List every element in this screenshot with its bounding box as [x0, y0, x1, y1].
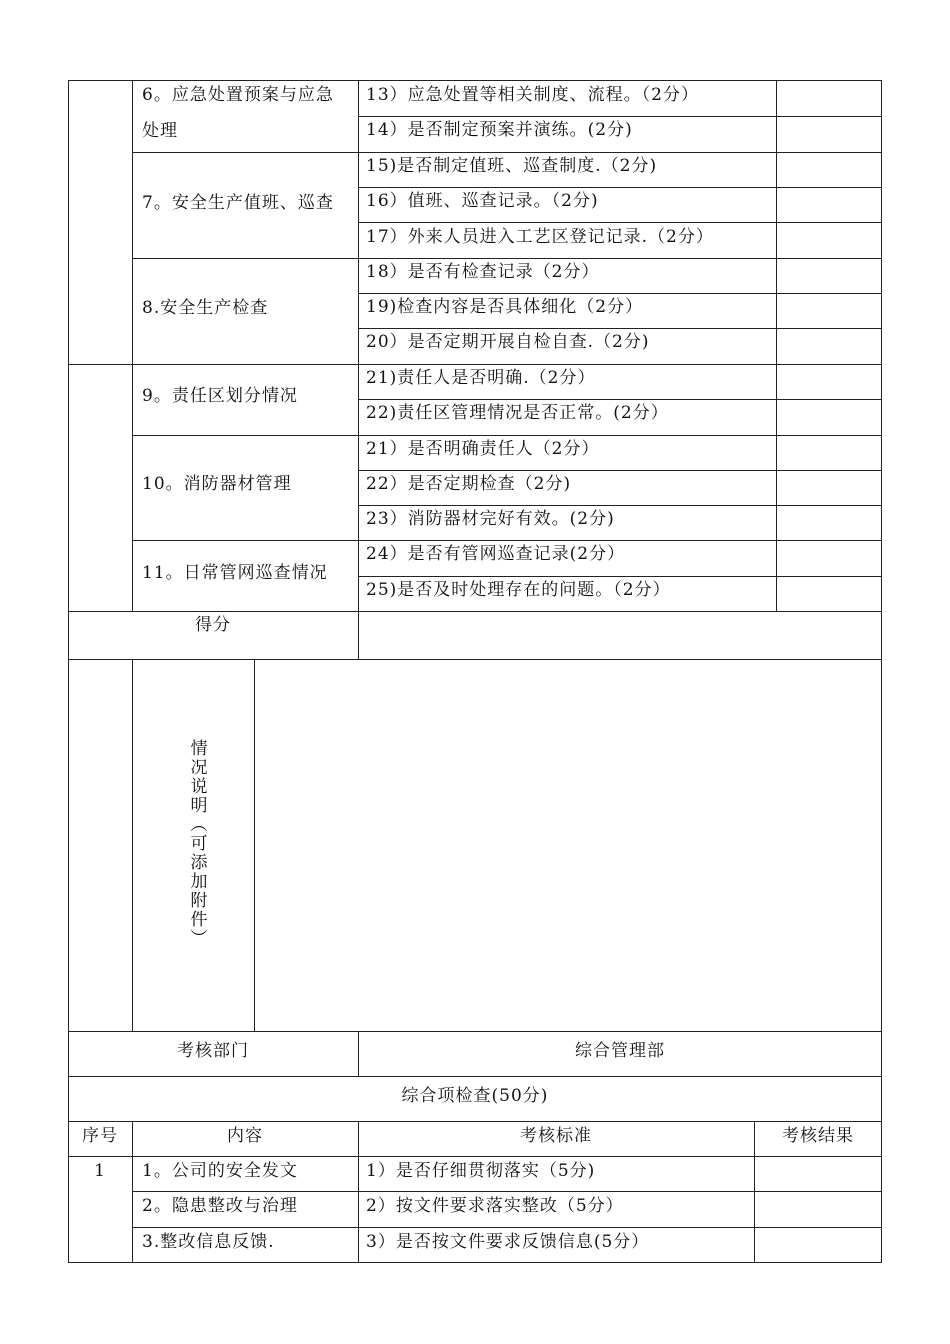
- content-cell: 9。责任区划分情况: [142, 386, 298, 406]
- criteria-cell: 16）值班、巡查记录。（2分): [366, 191, 599, 211]
- row-criteria: 1）是否仔细贯彻落实（5分): [366, 1161, 596, 1181]
- content-cell: 7。安全生产值班、巡查: [142, 193, 334, 213]
- row-content: 2。隐患整改与治理: [142, 1196, 298, 1216]
- comprehensive-title: 综合项检查(50分): [401, 1086, 549, 1106]
- criteria-cell: 21)责任人是否明确.（2分）: [366, 368, 596, 388]
- row-criteria: 2）按文件要求落实整改（5分）: [366, 1196, 624, 1216]
- dept-value: 综合管理部: [575, 1041, 665, 1061]
- criteria-cell: 24）是否有管网巡查记录(2分）: [366, 544, 626, 564]
- criteria-cell: 18）是否有检查记录（2分）: [366, 262, 600, 282]
- remarks-label: 情 况 说 明 ︵ 可 添 加 附 件 ︶: [190, 739, 208, 949]
- criteria-cell: 23）消防器材完好有效。(2分): [366, 509, 615, 529]
- content-cell: 处理: [142, 121, 178, 141]
- criteria-cell: 13）应急处置等相关制度、流程。（2分）: [366, 85, 699, 105]
- row-content: 1。公司的安全发文: [142, 1161, 298, 1181]
- content-cell: 6。应急处置预案与应急: [142, 85, 334, 105]
- header-criteria: 考核标准: [520, 1126, 592, 1146]
- criteria-cell: 25)是否及时处理存在的问题。（2分）: [366, 580, 671, 600]
- criteria-cell: 20）是否定期开展自检自查.（2分): [366, 332, 650, 352]
- criteria-cell: 21）是否明确责任人（2分）: [366, 439, 600, 459]
- criteria-cell: 22)责任区管理情况是否正常。(2分）: [366, 403, 669, 423]
- lower-table: [68, 1031, 882, 1263]
- dept-label: 考核部门: [177, 1041, 249, 1061]
- row-no: 1: [94, 1161, 106, 1181]
- row-criteria: 3）是否按文件要求反馈信息(5分）: [366, 1232, 650, 1252]
- criteria-cell: 14）是否制定预案并演练。(2分): [366, 120, 633, 140]
- criteria-cell: 22）是否定期检查（2分): [366, 474, 572, 494]
- content-cell: 11。日常管网巡查情况: [142, 563, 328, 583]
- criteria-cell: 15)是否制定值班、巡查制度.（2分): [366, 156, 658, 176]
- criteria-cell: 19)检查内容是否具体细化（2分）: [366, 297, 644, 317]
- header-no: 序号: [82, 1126, 118, 1146]
- content-cell: 8.安全生产检查: [142, 298, 269, 318]
- score-label: 得分: [195, 615, 231, 635]
- row-content: 3.整改信息反馈.: [142, 1232, 275, 1252]
- criteria-cell: 17）外来人员进入工艺区登记记录.（2分）: [366, 227, 714, 247]
- header-result: 考核结果: [782, 1126, 854, 1146]
- content-cell: 10。消防器材管理: [142, 474, 292, 494]
- header-content: 内容: [227, 1126, 263, 1146]
